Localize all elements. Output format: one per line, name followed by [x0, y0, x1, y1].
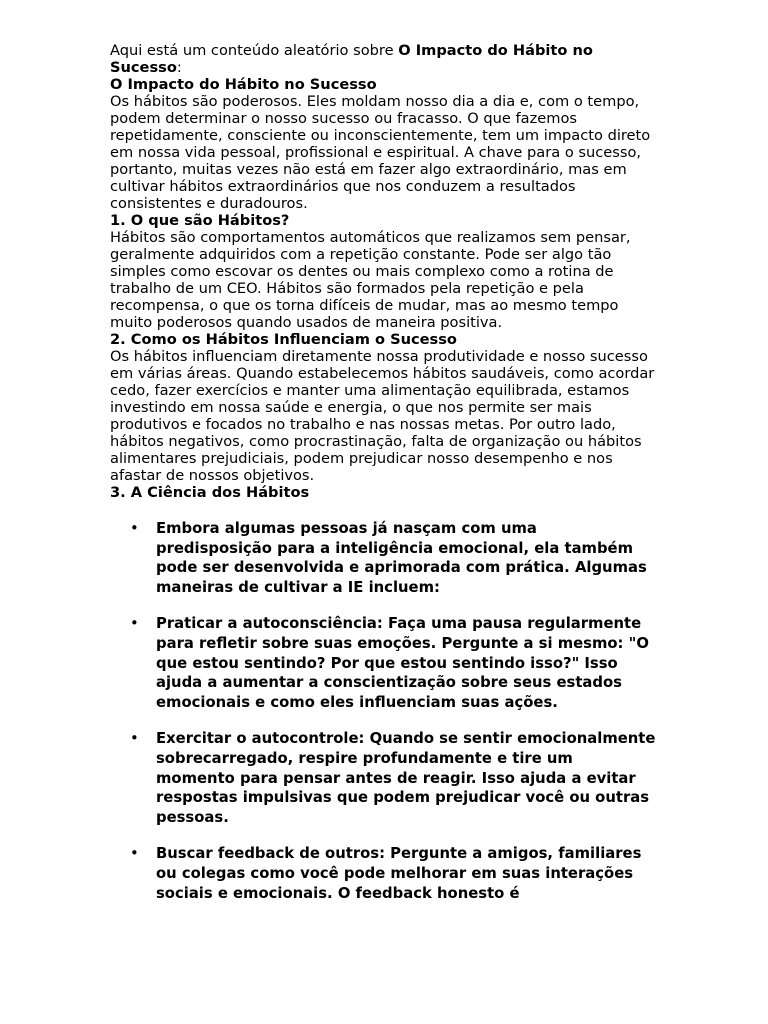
document-page — [110, 42, 655, 920]
bullet-text: Embora algumas pessoas já nasçam com uma predisposição para a inteligência emocional, ela também pode ser desenvolvida e aprimorada com prática. Algumas maneiras de cultivar a IE incluem: — [156, 520, 647, 596]
intro-prefix: Aqui está um conteúdo aleatório sobre — [110, 42, 399, 59]
bullet-item — [110, 519, 656, 597]
bullet-item — [110, 844, 656, 903]
intro-paragraph: Os hábitos são poderosos. Eles moldam nosso dia a dia e, com o tempo, podem determinar o nosso sucesso ou fracasso. O que fazemos repetidamente, consciente ou inconscientemente, tem um impacto direto em nossa vida pessoal, profissional e espiritual. A chave para o sucesso, portanto, muitas vezes não está em fazer algo extraordinário, mas em cultivar hábitos extraordinários que nos conduzem a resultados consistentes e duradouros. — [110, 93, 651, 212]
intro-line — [110, 42, 655, 76]
section-heading-1: 1. O que são Hábitos? — [110, 212, 290, 229]
bullet-icon: • — [130, 615, 139, 633]
section-body-1: Hábitos são comportamentos automáticos que realizamos sem pensar, geralmente adquiridos com a repetição constante. Pode ser algo tão simples como escovar os dentes ou mais complexo como a rotina de trabalho de um CEO. Hábitos são formados pela repetição e pela recompensa, o que os torna difíceis de mudar, mas ao mesmo tempo muito poderosos quando usados de maneira positiva. — [110, 229, 631, 331]
bullet-text: Praticar a autoconsciência: Faça uma pausa regularmente para refletir sobre suas emoções. Pergunte a si mesmo: "O que estou sentindo? Por que estou sentindo isso?" Isso ajuda a aumentar a conscientização sobre seus estados emocionais e como eles influenciam suas ações. — [156, 615, 649, 711]
bullet-text: Buscar feedback de outros: Pergunte a amigos, familiares ou colegas como você pode melhorar em suas interações sociais e emocionais. O feedback honesto é — [156, 845, 642, 902]
section-heading-3: 3. A Ciência dos Hábitos — [110, 484, 310, 501]
bullet-icon: • — [130, 845, 139, 863]
intro-topic: O Impacto do Hábito no Sucesso — [110, 42, 593, 76]
bullet-list — [110, 519, 655, 903]
bullet-item — [110, 729, 656, 827]
section-heading-2: 2. Como os Hábitos Influenciam o Sucesso — [110, 331, 457, 348]
bullet-text: Exercitar o autocontrole: Quando se sentir emocionalmente sobrecarregado, respire profundamente e tire um momento para pensar antes de reagir. Isso ajuda a evitar respostas impulsivas que podem prejudicar você ou outras pessoas. — [156, 730, 656, 826]
bullet-icon: • — [130, 520, 139, 537]
section-body-2: Os hábitos influenciam diretamente nossa produtividade e nosso sucesso em várias áreas. Quando estabelecemos hábitos saudáveis, como acordar cedo, fazer exercícios e manter uma alimentação equilibrada, estamos investindo em nossa saúde e energia, o que nos permite ser mais produtivos e focados no trabalho e nas nossas metas. Por outro lado, hábitos negativos, como procrastinação, falta de organização ou hábitos alimentares prejudiciais, podem prejudicar nosso desempenho e nos afastar de nossos objetivos. — [110, 348, 655, 484]
bullet-item — [110, 614, 656, 712]
document-title: O Impacto do Hábito no Sucesso — [110, 76, 377, 93]
intro-suffix: : — [176, 59, 182, 76]
bullet-icon: • — [130, 730, 139, 748]
